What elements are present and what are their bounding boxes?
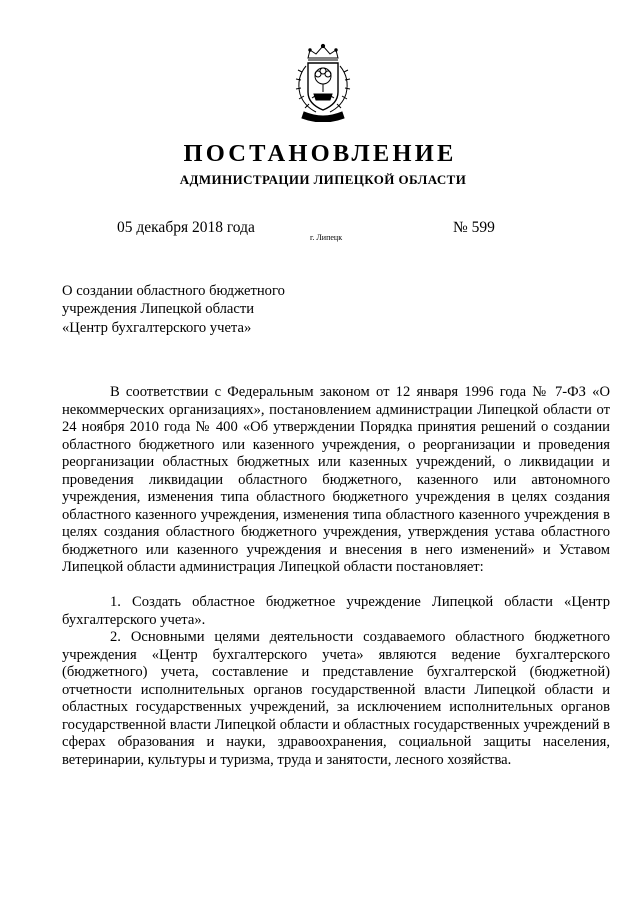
document-subject <box>62 282 362 337</box>
document-body <box>62 384 610 769</box>
coat-of-arms-emblem <box>290 42 356 122</box>
document-number: № 599 <box>453 219 495 236</box>
preamble-paragraph: В соответствии с Федеральным законом от 12 января 1996 года № 7-ФЗ «О некоммерческих организациях», постановлением администрации Липецкой области от 24 ноября 2010 года № 400 «Об утверждении Порядка принятия решений о создании областного бюджетного или казенного учреждения, о реорганизации и проведения реорганизации областных бюджетных или казенных учреждений, о ликвидации и проведения ликвидации областного бюджетного, казенного или автономного учреждения, изменения типа областного бюджетного учреждения в целях создания областного казенного учреждения, изменения типа областного казенного учреждения в целях создания областного бюджетного учреждения, утверждения устава областного бюджетного или казенного учреждения и внесения в него изменений» и Уставом Липецкой области администрация Липецкой области постановляет: <box>62 384 610 575</box>
document-subtitle: АДМИНИСТРАЦИИ ЛИПЕЦКОЙ ОБЛАСТИ <box>179 172 467 187</box>
item-paragraph-2: 2. Основными целями деятельности создаваемого областного бюджетного учреждения «Центр бухгалтерского учета» являются ведение бухгалтерского (бюджетного) учета, составление и представление бухгалтерской (бюджетной) отчетности исполнительных органов государственной власти Липецкой области и областных государственных учреждений, за исключением исполнительных органов государственной власти Липецкой области и областных государственных учреждений в сферах образования и науки, здравоохранения, социальной защиты населения, ветеринарии, культуры и туризма, труда и занятости, лесного хозяйства. <box>62 629 610 768</box>
subject-line: учреждения Липецкой области <box>62 301 255 318</box>
subject-line: «Центр бухгалтерского учета» <box>62 319 252 336</box>
subject-line: О создании областного бюджетного <box>62 283 285 299</box>
document-date: 05 декабря 2018 года <box>117 219 255 236</box>
document-city: г. Липецк <box>310 233 343 242</box>
document-title: ПОСТАНОВЛЕНИЕ <box>183 140 457 167</box>
item-paragraph-1: 1. Создать областное бюджетное учреждение Липецкой области «Центр бухгалтерского учета». <box>62 594 610 628</box>
